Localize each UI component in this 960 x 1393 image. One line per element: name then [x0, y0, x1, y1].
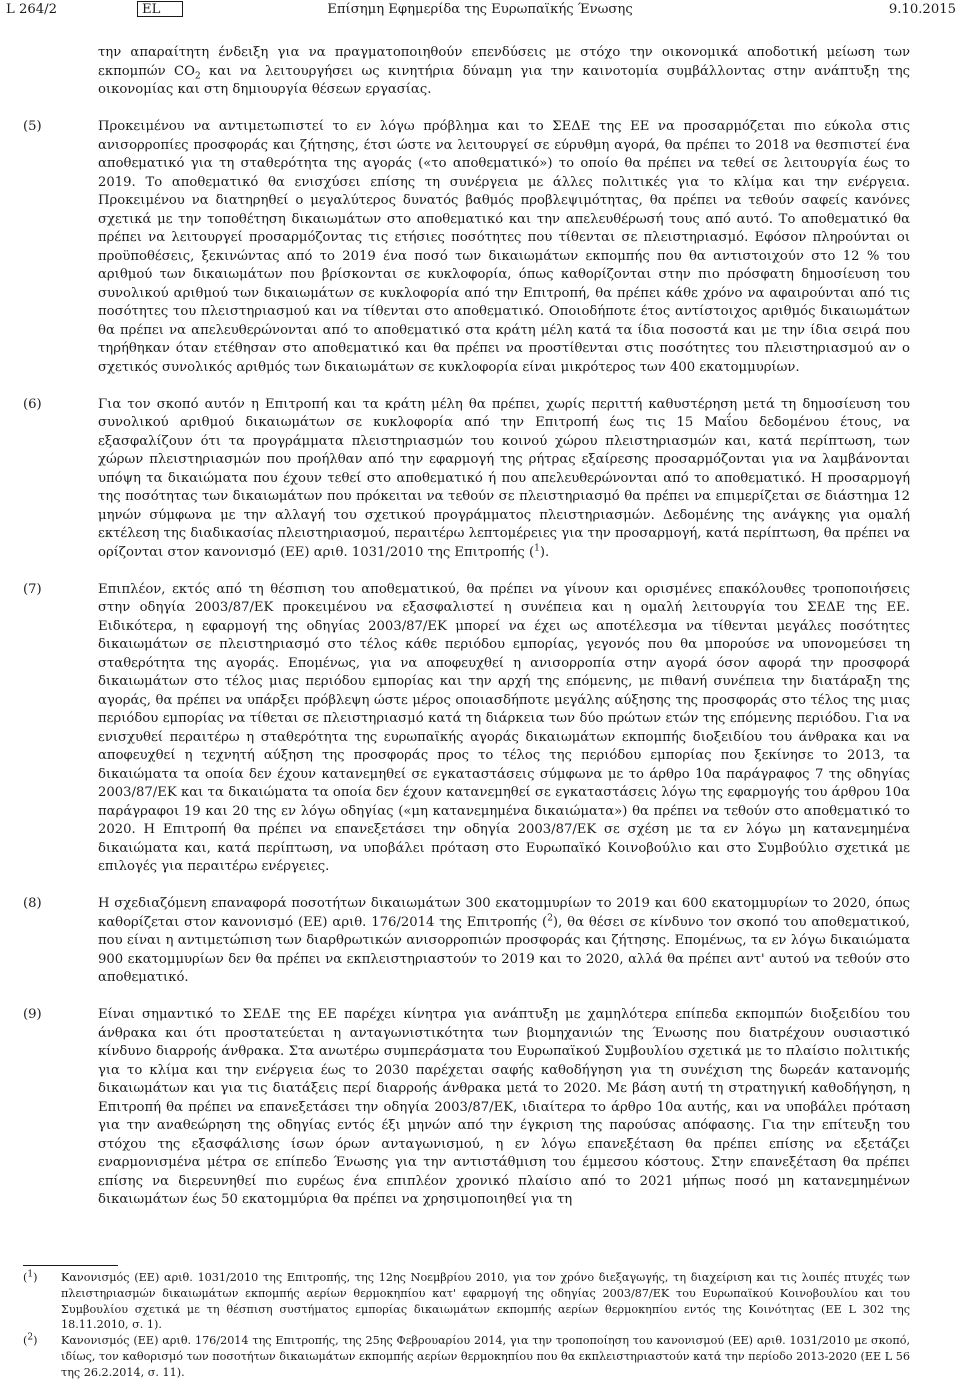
recital-7 — [23, 581, 910, 877]
recital-number: (7) — [23, 581, 42, 597]
footnote-2 — [23, 1333, 910, 1380]
recital-number: (6) — [23, 396, 42, 412]
intro-paragraph — [23, 44, 910, 100]
footnote-number: ($^1$) — [23, 1269, 38, 1284]
recital-number: (5) — [23, 119, 42, 134]
recital-text: Προκειμένου να αντιμετωπιστεί το εν λόγω πρόβλημα και το ΣΕΔΕ της ΕΕ να προσαρμόζεται πιο εύκολα στις ανισορροπίες προσφοράς και ζήτησης, έτσι ώστε να λειτουργεί σε εύρυθμη αγορά, θα πρέπει το 2018 να θεσπιστεί ένα αποθεματικό για τη σταθερότητα της αγοράς («το αποθεματικό») το οποίο θα πρέπει να τεθεί σε λειτουργία έως το 2019. Το αποθεματικό θα ενισχύσει επίσης τη συνέργεια με άλλες πολιτικές για το κλίμα και την ενέργεια. Προκειμένου να διατηρηθεί ο μεγαλύτερος δυνατός βαθμός προβλεψιμότητας, θα πρέπει να τεθούν σαφείς κανόνες σχετικά με την τοποθέτηση δικαιωμάτων στο αποθεματικό και την απελευθέρωσή τους από αυτό. Το αποθεματικό θα πρέπει να λειτουργεί προσαρμόζοντας τις ετήσιες ποσότητες που τίθενται σε πλειστηριασμό. Εφόσον πληρούνται οι προϋποθέσεις, ξεκινώντας από το 2019 ένα ποσό των δικαιωμάτων εκπομπής που θα αντιστοιχούν στο 12 % του αριθμού των δικαιωμάτων που βρίσκονται σε κυκλοφορία, όπως καθορίζονται στην πιο πρόσφατη δημοσίευση του συνολικού αριθμού των δικαιωμάτων σε κυκλοφορία από την Επιτροπή, θα πρέπει κάθε χρόνο να αφαιρούνται από τις ποσότητες του πλειστηριασμού και να τίθενται στο αποθεματικό. Οποιοδήποτε έτος αντίστοιχος αριθμός δικαιωμάτων θα πρέπει να απελευθερώνονται από το αποθεματικό στα κράτη μέλη κατά τα ίδια ποσοστά και με την ίδια σειρά που τηρήθηκαν όταν ετέθησαν στο αποθεματικό και θα πρέπει να προστίθενται στις ποσότητες του πλειστηριασμού αν ο σχετικός συνολικός αριθμός των δικαιωμάτων σε κυκλοφορία είναι μικρότερος των 400 εκατομμυρίων. — [98, 119, 910, 375]
footnote-text: Κανονισμός (ΕΕ) αριθ. 1031/2010 της Επιτροπής, της 12ης Νοεμβρίου 2010, για τον χρόνο διεξαγωγής, τη διαχείριση και τις λοιπές πτυχές των πλειστηριασμών δικαιωμάτων εκπομπής αερίων θερμοκηπίου κατ' εφαρμογή της οδηγίας 2003/87/ΕΚ του Ευρωπαϊκού Κοινοβουλίου και του Συμβουλίου σχετικά με τη θέσπιση συστήματος εμπορίας δικαιωμάτων εκπομπής αερίων θερμοκηπίου εντός της Κοινότητας (ΕΕ L 302 της 18.11.2010, σ. 1). — [61, 1271, 910, 1332]
page-number: L 264/2 — [6, 2, 57, 17]
recital-text: Επιπλέον, εκτός από τη θέσπιση του αποθεματικού, θα πρέπει να γίνουν και ορισμένες επακόλουθες τροποποιήσεις στην οδηγία 2003/87/ΕΚ προκειμένου να εξασφαλιστεί η συνέπεια και η ομαλή λειτουργία του ΣΕΔΕ της ΕΕ. Ειδικότερα, η εφαρμογή της οδηγίας 2003/87/ΕΚ μπορεί να έχει ως αποτέλεσμα να τίθενται μεγάλες ποσότητες δικαιωμάτων σε πλειστηριασμό στο τέλος κάθε περιόδου εμπορίας, γεγονός που θα μπορούσε να υπονομεύσει τη σταθερότητα της αγοράς. Επομένως, για να αποφευχθεί η ανισορροπία στην αγορά όσον αφορά την προσφορά δικαιωμάτων στο τέλος μιας περιόδου εμπορίας και την αρχή της επόμενης, με πιθανή συνέπεια την διατάραξη της αγοράς, θα πρέπει να υπάρξει πρόβλεψη ώστε μέρος οποιασδήποτε μεγάλης αύξησης της προσφοράς στο τέλος της μιας περιόδου εμπορίας να τίθεται σε πλειστηριασμό κατά τη διάρκεια των δύο πρώτων ετών της επόμενης περιόδου. Για να ενισχυθεί περαιτέρω η σταθερότητα της ευρωπαϊκής αγοράς δικαιωμάτων εκπομπής διοξειδίου του άνθρακα και να αποφευχθεί η τεχνητή αύξηση της προσφοράς προς το τέλος της περιόδου εμπορίας που ξεκίνησε το 2013, τα δικαιώματα τα οποία δεν έχουν κατανεμηθεί σε εγκαταστάσεις σύμφωνα με το άρθρο 10α παράγραφος 7 της οδηγίας 2003/87/ΕΚ και τα δικαιώματα τα οποία δεν έχουν κατανεμηθεί σε εγκαταστάσεις λόγω της εφαρμογής του άρθρου 10α παράγραφοι 19 και 20 της εν λόγω οδηγίας («μη κατανεμημένα δικαιώματα») θα πρέπει να τεθούν στο αποθεματικό το 2020. Η Επιτροπή θα πρέπει να επανεξετάσει την οδηγία 2003/87/ΕΚ σε σχέση με τα εν λόγω μη κατανεμημένα δικαιώματα και, κατά περίπτωση, να υποβάλει πρόταση στο Ευρωπαϊκό Κοινοβούλιο και στο Συμβούλιο σχετικά με επιλογές για περαιτέρω ενέργειες. — [98, 581, 910, 874]
page-header — [0, 0, 960, 22]
footnote-divider — [23, 1265, 118, 1266]
recital-number: (9) — [23, 1007, 42, 1022]
recital-5 — [23, 118, 910, 377]
document-body — [23, 44, 910, 1228]
recital-9 — [23, 1006, 910, 1210]
footnote-ref[interactable]: 1 — [534, 543, 540, 554]
language-badge: EL — [137, 1, 183, 17]
journal-title: Επίσημη Εφημερίδα της Ευρωπαϊκής Ένωσης — [327, 2, 633, 17]
footnote-1 — [23, 1270, 910, 1333]
footnote-text: Κανονισμός (ΕΕ) αριθ. 176/2014 της Επιτροπής, της 25ης Φεβρουαρίου 2014, για την τροποποίηση του κανονισμού (ΕΕ) αριθ. 1031/2010 με σκοπό, ιδίως, τον καθορισμό των ποσοτήτων δικαιωμάτων εκπομπής αερίων θερμοκηπίου που θα εκπλειστηριαστούν κατά την περίοδο 2013-2020 (ΕΕ L 56 της 26.2.2014, σ. 11). — [61, 1334, 910, 1379]
publication-date: 9.10.2015 — [888, 2, 956, 17]
footnote-number: ($^2$) — [23, 1332, 38, 1348]
recital-text: Για τον σκοπό αυτόν η Επιτροπή και τα κράτη μέλη θα πρέπει, χωρίς περιττή καθυστέρηση μετά τη δημοσίευση του συνολικού αριθμού δικαιωμάτων σε κυκλοφορία από την Επιτροπή έως τις 15 Μαΐου δεδομένου έτους, να εξασφαλίζουν ότι τα προγράμματα πλειστηριασμών του κοινού χώρου πλειστηριασμών και, κατά περίπτωση, των χώρων πλειστηριασμών που προήλθαν από την εφαρμογή της ρήτρας εξαίρεσης προσαρμόζονται για να λαμβάνονται υπόψη τα δικαιώματα που έχουν τεθεί στο αποθεματικό ή που απελευθερώνονται από το αποθεματικό. Η προσαρμογή της ποσότητας των δικαιωμάτων που πρόκειται να τεθούν σε πλειστηριασμό θα πρέπει να επιμερίζεται σε διάστημα 12 μηνών σύμφωνα με την αλλαγή του σχετικού προγράμματος πλειστηριασμών. Δεδομένης της ανάγκης για ομαλή εκτέλεση της διαδικασίας πλειστηριασμού, περαιτέρω λεπτομέρειες για την προσαρμογή, κατά περίπτωση, θα πρέπει να ορίζονται στον κανονισμό (ΕΕ) αριθ. 1031/2010 της Επιτροπής ($^1$). — [98, 396, 910, 560]
intro-text: την απαραίτητη ένδειξη για να πραγματοποιηθούν επενδύσεις με στόχο την οικονομικά αποδοτική μείωση των εκπομπών $CO_2$ και να λειτουργήσει ως κινητήρια δύναμη για την καινοτομία συμβάλλοντας στην ανάπτυξη της οικονομίας και στη δημιουργία θέσεων εργασίας. — [98, 45, 910, 97]
footnotes — [23, 1270, 910, 1381]
recital-6 — [23, 396, 910, 563]
recital-text: Η σχεδιαζόμενη επαναφορά ποσοτήτων δικαιωμάτων 300 εκατομμυρίων το 2019 και 600 εκατομμυρίων το 2020, όπως καθορίζεται στον κανονισμό (ΕΕ) αριθ. 176/2014 της Επιτροπής ($^2$), θα θέσει σε κίνδυνο τον σκοπό του αποθεματικού, που είναι η αντιμετώπιση των διαρθρωτικών ανισορροπιών προσφοράς και ζήτησης. Επομένως, τα εν λόγω δικαιώματα 900 εκατομμυρίων δεν θα πρέπει να εκπλειστηριαστούν το 2019 και το 2020, αλλά θα πρέπει αντ' αυτού να τεθούν στο αποθεματικό. — [98, 896, 910, 985]
recital-text: Είναι σημαντικό το ΣΕΔΕ της ΕΕ παρέχει κίνητρα για ανάπτυξη με χαμηλότερα επίπεδα εκπομπών διοξειδίου του άνθρακα και ότι προστατεύεται η ανταγωνιστικότητα των βιομηχανιών της Ένωσης που διατρέχουν ουσιαστικό κίνδυνο διαρροής άνθρακα. Στα ανωτέρω συμπεράσματα του Ευρωπαϊκού Συμβουλίου σχετικά με το πλαίσιο πολιτικής για το κλίμα και την ενέργεια έως το 2030 παρέχεται σαφής καθοδήγηση για τη συνέχιση της δωρεάν κατανομής δικαιωμάτων και για τις διατάξεις περί διαρροής άνθρακα μετά το 2020. Με βάση αυτή τη στρατηγική καθοδήγηση, η Επιτροπή θα πρέπει να επανεξετάσει την οδηγία 2003/87/ΕΚ, ιδιαίτερα το άρθρο 10α αυτής, και να υποβάλει πρόταση για την αναθεώρηση της οδηγίας εντός έξι μηνών από την έγκριση της παρούσας απόφασης. Για την επίτευξη του στόχου της εξασφάλισης ίσων όρων ανταγωνισμού, η εν λόγω επανεξέταση θα πρέπει επίσης να εξετάζει εναρμονισμένα μέτρα σε επίπεδο Ένωσης για την αντιστάθμιση του έμμεσου κόστους. Στην επανεξέταση θα πρέπει επίσης να διερευνηθεί πιο ευρέως ένα επιπλέον χρονικό πλαίσιο από το 2021 μήπως ποσό μη κατανεμημένων δικαιωμάτων έως 50 εκατομμύρια θα πρέπει να χρησιμοποιηθεί για τη — [98, 1007, 910, 1207]
footnote-ref[interactable]: 2 — [547, 913, 553, 924]
recital-number: (8) — [23, 896, 42, 911]
recital-8 — [23, 895, 910, 988]
co2-subscript: 2 — [194, 71, 201, 82]
